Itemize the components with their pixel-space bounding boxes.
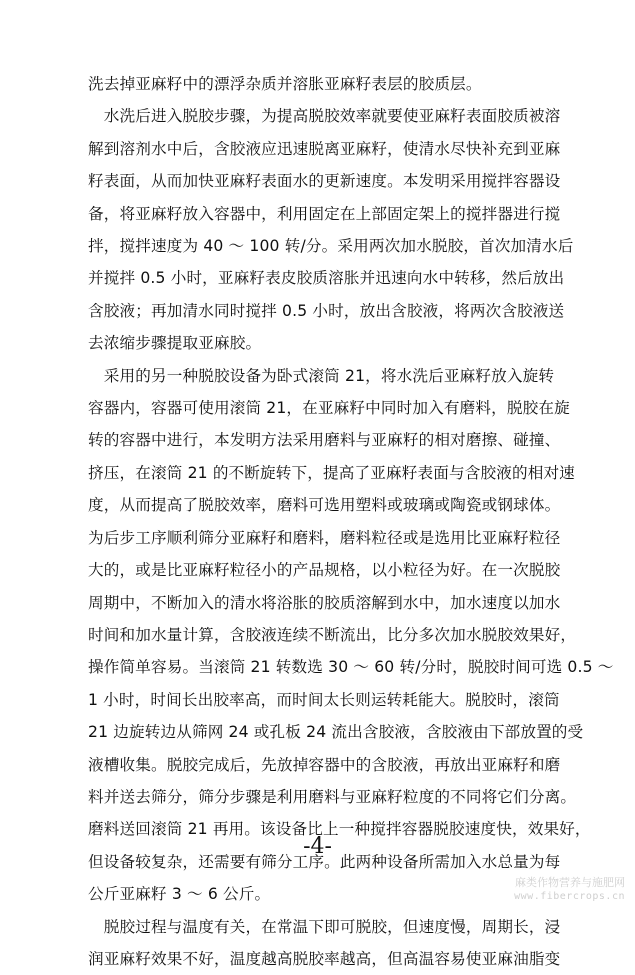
text-line: 籽表面，从而加快亚麻籽表面水的更新速度。本发明采用搅拌容器设 xyxy=(88,172,561,191)
text-line: 大的，或是比亚麻籽粒径小的产品规格，以小粒径为好。在一次脱胶 xyxy=(88,561,561,580)
text-line: 润亚麻籽效果不好，温度越高脱胶率越高，但高温容易使亚麻油脂变 xyxy=(88,949,561,968)
watermark-site-name: 麻类作物营养与施肥网 xyxy=(515,876,625,889)
text-line: 料并送去筛分，筛分步骤是利用磨料与亚麻籽粒度的不同将它们分离。 xyxy=(88,787,577,806)
text-line: 解到溶剂水中后，含胶液应迅速脱离亚麻籽，使清水尽快补充到亚麻 xyxy=(88,139,561,158)
text-line: 操作简单容易。当滚筒 21 转数选 30 ～ 60 转/分时，脱胶时间可选 0.5 ～ xyxy=(88,658,614,677)
paragraph xyxy=(88,911,561,975)
text-line: 转的容器中进行，本发明方法采用磨料与亚麻籽的相对磨擦、碰撞、 xyxy=(88,431,561,450)
text-line: 拌，搅拌速度为 40 ～ 100 转/分。采用两次加水脱胶，首次加清水后 xyxy=(88,237,574,256)
text-line: 去浓缩步骤提取亚麻胶。 xyxy=(88,334,262,353)
text-line: 度，从而提高了脱胶效率，磨料可选用塑料或玻璃或陶瓷或钢球体。 xyxy=(88,496,561,515)
page-number: -4- xyxy=(303,834,332,859)
watermark xyxy=(514,876,625,904)
text-line: 液槽收集。脱胶完成后，先放掉容器中的含胶液，再放出亚麻籽和磨 xyxy=(88,755,561,774)
text-line: 但设备较复杂，还需要有筛分工序。此两种设备所需加入水总量为每 xyxy=(88,852,561,871)
text-line: 含胶液；再加清水同时搅拌 0.5 小时，放出含胶液，将两次含胶液送 xyxy=(88,301,565,320)
text-line: 公斤亚麻籽 3 ～ 6 公斤。 xyxy=(88,885,271,904)
text-line: 备，将亚麻籽放入容器中，利用固定在上部固定架上的搅拌器进行搅 xyxy=(88,204,561,223)
paragraph xyxy=(88,68,558,100)
text-line: 挤压，在滚筒 21 的不断旋转下，提高了亚麻籽表面与含胶液的相对速 xyxy=(88,463,575,482)
text-line: 洗去掉亚麻籽中的漂浮杂质并溶胀亚麻籽表层的胶质层。 xyxy=(88,75,482,93)
text-line: 水洗后进入脱胶步骤，为提高脱胶效率就要使亚麻籽表面胶质被溶 xyxy=(88,107,561,126)
text-line: 时间和加水量计算，含胶液连续不断流出，比分多次加水脱胶效果好， xyxy=(88,625,577,644)
watermark-url: www.fibercrops.cn xyxy=(514,891,625,902)
text-line: 为后步工序顺利筛分亚麻籽和磨料，磨料粒径或是选用比亚麻籽粒径 xyxy=(88,528,561,547)
text-line: 周期中，不断加入的清水将浴胀的胶质溶解到水中，加水速度以加水 xyxy=(88,593,561,612)
text-line: 磨料送回滚筒 21 再用。该设备比上一种搅拌容器脱胶速度快，效果好， xyxy=(88,820,591,839)
text-line: 1 小时，时间长出胶率高，而时间太长则运转耗能大。脱胶时，滚筒 xyxy=(88,690,560,709)
text-line: 容器内，容器可使用滚筒 21，在亚麻籽中同时加入有磨料，脱胶在旋 xyxy=(88,399,570,418)
text-line: 脱胶过程与温度有关，在常温下即可脱胶，但速度慢，周期长，浸 xyxy=(88,917,561,936)
text-line: 并搅拌 0.5 小时，亚麻籽表皮胶质溶胀并迅速向水中转移，然后放出 xyxy=(88,269,565,288)
paragraph xyxy=(88,100,574,359)
text-line: 采用的另一种脱胶设备为卧式滚筒 21，将水洗后亚麻籽放入旋转 xyxy=(88,366,555,385)
text-line: 21 边旋转边从筛网 24 或孔板 24 流出含胶液，含胶液由下部放置的受 xyxy=(88,723,584,742)
